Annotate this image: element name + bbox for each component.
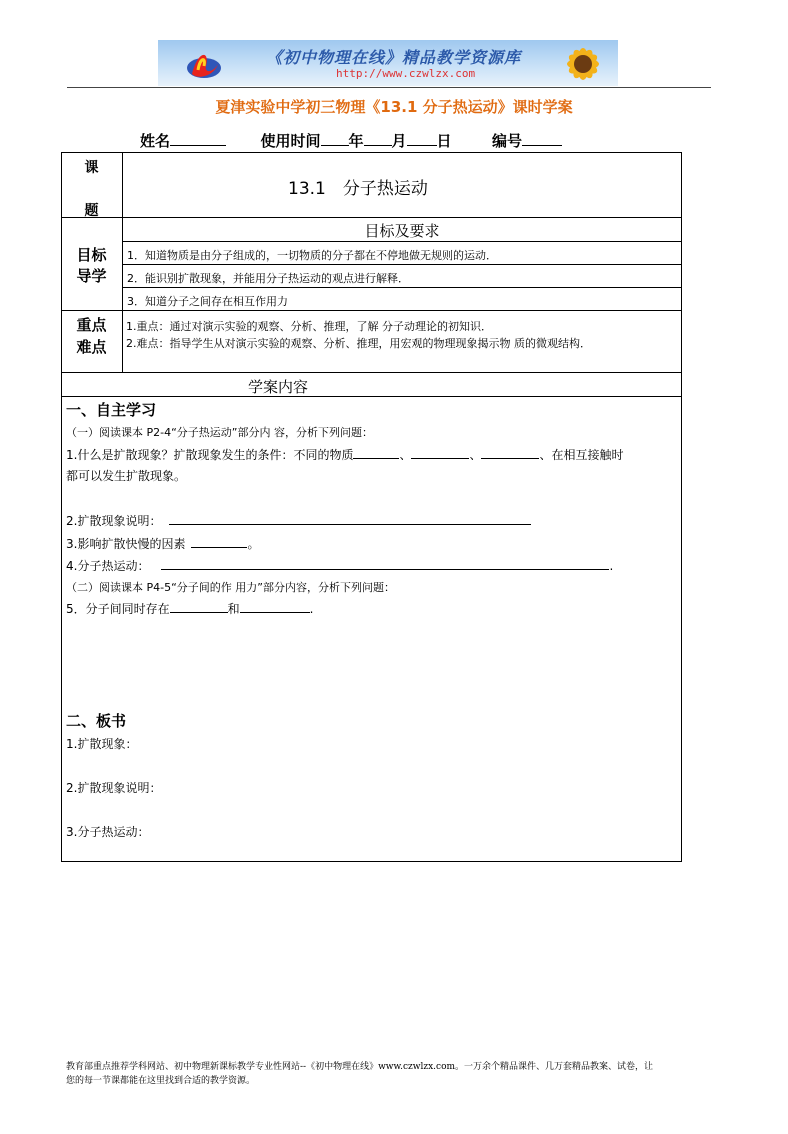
question-3 <box>66 535 259 552</box>
topic-label-top: 课 <box>84 160 99 176</box>
board-item-1: 1.扩散现象： <box>66 737 138 751</box>
grid-line <box>122 241 682 242</box>
q1-blank-2[interactable] <box>411 446 469 459</box>
board-item-2: 2.扩散现象说明： <box>66 781 162 795</box>
goals-header: 目标及要求 <box>364 222 440 240</box>
q5-text-c: . <box>309 602 314 616</box>
page-footer <box>66 1060 722 1088</box>
month-blank[interactable] <box>364 131 392 146</box>
question-5 <box>66 600 313 617</box>
time-label: 使用时间 <box>260 132 321 150</box>
self-study-heading: 一、自主学习 <box>66 401 157 419</box>
grid-line <box>61 372 682 373</box>
grid-line <box>61 217 682 218</box>
keypoints-label-line1: 重点 <box>76 316 107 334</box>
q5-blank-1[interactable] <box>170 600 228 613</box>
q4-text: 4.分子热运动： <box>66 559 150 573</box>
grid-line <box>122 264 682 265</box>
content-header: 学案内容 <box>248 378 309 396</box>
q1-blank-1[interactable] <box>353 446 399 459</box>
banner-image <box>158 40 618 86</box>
topic-title: 13.1 分子热运动 <box>288 179 428 199</box>
keypoints-label-line2: 难点 <box>76 338 107 356</box>
part1-intro: （一）阅读课本 P2-4“分子热运动”部分内 容，分析下列问题： <box>66 426 373 439</box>
goal-item-1: 1．知道物质是由分子组成的，一切物质的分子都在不停地做无规则的运动． <box>127 249 497 262</box>
q4-blank[interactable] <box>161 557 609 570</box>
grid-line <box>122 287 682 288</box>
header-rule <box>67 87 711 88</box>
q5-blank-2[interactable] <box>240 600 310 613</box>
question-4 <box>66 557 613 574</box>
document-title: 夏津实验中学初三物理《13.1 分子热运动》课时学案 <box>215 98 573 116</box>
q5-text-a: 5．分子间同时存在 <box>66 602 170 616</box>
q3-blank[interactable] <box>191 535 247 548</box>
footer-line-1: 教育部重点推荐学科网站、初中物理新课标教学专业性网站--《初中物理在线》www.czwlzx.com。一万余个精品课件、几万套精品教案、试卷，让 <box>66 1062 654 1072</box>
student-info-row <box>140 130 562 151</box>
q3-text-b: 。 <box>247 537 260 551</box>
q1-text-b: 、在相互接触时 <box>539 448 624 462</box>
q4-end: . <box>609 559 614 573</box>
name-blank[interactable] <box>170 131 226 146</box>
footer-line-2: 您的每一节课都能在这里找到合适的教学资源。 <box>66 1076 256 1086</box>
grid-line <box>61 396 682 397</box>
year-label: 年 <box>348 132 364 150</box>
board-heading: 二、板书 <box>66 712 127 730</box>
number-label: 编号 <box>492 132 523 150</box>
name-label: 姓名 <box>140 132 171 150</box>
q5-text-b: 和 <box>227 602 240 616</box>
question-2 <box>66 512 531 529</box>
sunflower-icon <box>548 40 618 86</box>
logo-icon <box>184 46 224 82</box>
part2-intro: （二）阅读课本 P4-5“分子间的作 用力”部分内容，分析下列问题： <box>66 581 395 594</box>
q1-blank-3[interactable] <box>481 446 539 459</box>
grid-line <box>122 152 123 372</box>
banner-title: 《初中物理在线》精品教学资源库 <box>266 48 522 67</box>
q1-sep-1: 、 <box>399 448 412 462</box>
q2-blank[interactable] <box>169 512 531 525</box>
year-blank[interactable] <box>321 131 349 146</box>
question-1-line1 <box>66 446 624 463</box>
keypoint-item-1: 1.重点：通过对演示实验的观察、分析、推理，了解 分子动理论的初知识． <box>126 320 492 333</box>
banner-url[interactable]: http://www.czwlzx.com <box>336 67 476 80</box>
month-label: 月 <box>391 132 407 150</box>
topic-label-bottom: 题 <box>84 203 99 219</box>
q1-sep-2: 、 <box>469 448 482 462</box>
goal-item-2: 2．能识别扩散现象，并能用分子热运动的观点进行解释． <box>127 272 409 285</box>
number-blank[interactable] <box>522 131 562 146</box>
grid-line <box>61 310 682 311</box>
q3-text-a: 3.影响扩散快慢的因素 <box>66 537 186 551</box>
q1-text-a: 1.什么是扩散现象？扩散现象发生的条件：不同的物质 <box>66 448 354 462</box>
keypoint-item-2: 2.难点：指导学生从对演示实验的观察、分析、推理，用宏观的物理现象揭示物 质的微观结构． <box>126 337 591 350</box>
goals-label-line2: 导学 <box>76 267 107 285</box>
board-item-3: 3.分子热运动： <box>66 825 150 839</box>
goal-item-3: 3．知道分子之间存在相互作用力 <box>127 295 288 308</box>
q2-text: 2.扩散现象说明： <box>66 514 162 528</box>
goals-label-line1: 目标 <box>76 246 107 264</box>
q1-text-c: 都可以发生扩散现象。 <box>66 469 187 483</box>
day-label: 日 <box>436 132 452 150</box>
day-blank[interactable] <box>407 131 437 146</box>
